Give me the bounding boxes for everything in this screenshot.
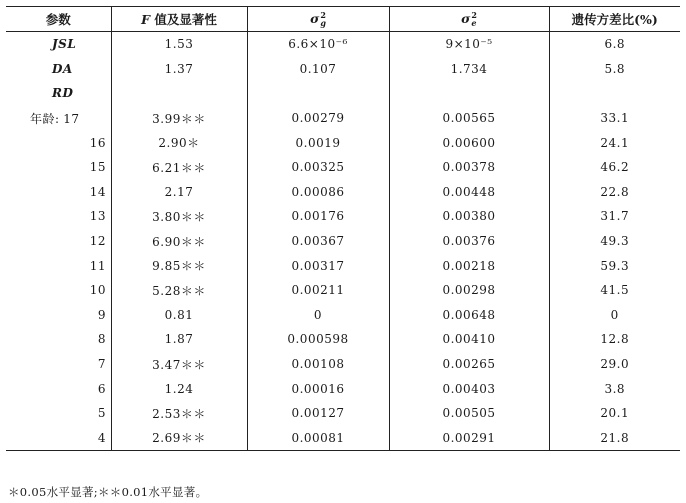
cell-param-age: 5: [97, 406, 106, 421]
cell-sigma-e: 0.00380: [389, 204, 549, 229]
table-row: [6, 204, 680, 229]
cell-f-value: 2.53＊＊: [111, 401, 247, 426]
cell-sigma-g: 0.000598: [247, 327, 389, 352]
cell-param-age: 7: [97, 357, 106, 372]
cell-variance-ratio: 21.8: [549, 426, 680, 451]
cell-f-value: 1.24: [111, 376, 247, 401]
cell-sigma-e: 0.00448: [389, 180, 549, 205]
header-sigma-e-sub: e: [471, 18, 477, 29]
cell-variance-ratio: [549, 81, 680, 106]
cell-param: [6, 278, 111, 303]
cell-f-value: 0.81: [111, 303, 247, 328]
cell-sigma-g: 0.107: [247, 57, 389, 82]
cell-param-age: 4: [97, 430, 106, 445]
table-row: [6, 352, 680, 377]
header-f-symbol: F: [141, 12, 150, 27]
cell-sigma-e: [389, 81, 549, 106]
table-row: [6, 278, 680, 303]
variance-table: [6, 6, 680, 451]
cell-variance-ratio: 20.1: [600, 406, 630, 421]
cell-param-age: 17: [63, 111, 80, 126]
cell-sigma-g: 0.00211: [247, 278, 389, 303]
cell-variance-ratio: 24.1: [600, 135, 630, 150]
cell-param-age: 6: [97, 381, 106, 396]
header-variance-ratio: 遗传方差比(%): [549, 7, 680, 32]
table-row: [6, 155, 680, 180]
cell-variance-ratio: 49.3: [600, 234, 630, 249]
cell-param-age: 16: [89, 135, 106, 150]
cell-param: RD: [6, 81, 111, 106]
header-sigma-e: [389, 7, 549, 32]
header-sigma-g-sub: g: [320, 18, 326, 29]
cell-param: [6, 229, 111, 254]
cell-f-value: 3.99＊＊: [111, 106, 247, 131]
cell-sigma-g: 0.00176: [247, 204, 389, 229]
cell-param-age: 14: [89, 184, 106, 199]
cell-f-value: 9.85＊＊: [111, 253, 247, 278]
cell-sigma-g: 0.00279: [247, 106, 389, 131]
table-header-row: [6, 7, 680, 32]
cell-variance-ratio: 22.8: [600, 184, 630, 199]
table-row: [6, 303, 680, 328]
cell-param-prefix: 年龄:: [30, 111, 60, 126]
table-row: [6, 376, 680, 401]
cell-sigma-e: 0.00565: [389, 106, 549, 131]
cell-param: [6, 401, 111, 426]
header-sigma-g-symbol: σ: [310, 10, 320, 26]
cell-sigma-e: 0.00265: [389, 352, 549, 377]
header-f-label: 值及显著性: [150, 12, 217, 27]
cell-param-age: 11: [89, 258, 106, 273]
cell-f-value: 2.69＊＊: [111, 426, 247, 451]
cell-sigma-e: 9×10⁻⁵: [389, 32, 549, 57]
cell-sigma-e: 0.00600: [389, 130, 549, 155]
cell-sigma-e: 0.00378: [389, 155, 549, 180]
cell-param: [6, 352, 111, 377]
cell-sigma-g: 0.00081: [247, 426, 389, 451]
table-row: [6, 180, 680, 205]
table-row: [6, 32, 680, 57]
table-row: [6, 253, 680, 278]
cell-param: [6, 327, 111, 352]
cell-variance-ratio: 59.3: [600, 258, 630, 273]
cell-sigma-g: 0.00016: [247, 376, 389, 401]
cell-param: [6, 155, 111, 180]
cell-variance-ratio: 3.8: [604, 381, 626, 396]
table-row: [6, 106, 680, 131]
header-sigma-e-symbol: σ: [461, 10, 471, 26]
cell-sigma-e: 0.00403: [389, 376, 549, 401]
header-f-value: [111, 7, 247, 32]
cell-sigma-g: 0.00127: [247, 401, 389, 426]
cell-sigma-g: 0.00367: [247, 229, 389, 254]
cell-f-value: [111, 81, 247, 106]
cell-sigma-g: [247, 81, 389, 106]
cell-param: [6, 180, 111, 205]
header-sigma-g: [247, 7, 389, 32]
cell-param: [6, 426, 111, 451]
cell-f-value: 2.17: [111, 180, 247, 205]
cell-param: DA: [6, 57, 111, 82]
cell-variance-ratio: 6.8: [604, 37, 626, 52]
cell-sigma-e: 0.00298: [389, 278, 549, 303]
cell-variance-ratio: 33.1: [600, 111, 630, 126]
cell-param-age: 15: [89, 160, 106, 175]
cell-variance-ratio: 0: [610, 307, 619, 322]
cell-f-value: 1.53: [111, 32, 247, 57]
cell-sigma-g: 0.00086: [247, 180, 389, 205]
cell-f-value: 5.28＊＊: [111, 278, 247, 303]
header-param: 参数: [6, 7, 111, 32]
cell-f-value: 2.90＊: [111, 130, 247, 155]
footnote: ＊0.05水平显著;＊＊0.01水平显著。: [8, 485, 208, 499]
cell-variance-ratio: 41.5: [600, 283, 630, 298]
cell-sigma-g: 6.6×10⁻⁶: [247, 32, 389, 57]
cell-sigma-e: 0.00410: [389, 327, 549, 352]
table-row: [6, 81, 680, 106]
cell-param: [6, 130, 111, 155]
cell-sigma-g: 0: [247, 303, 389, 328]
header-sigma-g-sup: 2: [320, 10, 326, 21]
cell-variance-ratio: 46.2: [600, 160, 630, 175]
cell-f-value: 3.80＊＊: [111, 204, 247, 229]
cell-param: [6, 376, 111, 401]
cell-sigma-e: 0.00291: [389, 426, 549, 451]
cell-f-value: 1.87: [111, 327, 247, 352]
table-row: [6, 229, 680, 254]
cell-sigma-e: 1.734: [389, 57, 549, 82]
cell-variance-ratio: 31.7: [600, 209, 630, 224]
cell-param: [6, 204, 111, 229]
cell-sigma-e: 0.00648: [389, 303, 549, 328]
cell-variance-ratio: 12.8: [600, 332, 630, 347]
cell-sigma-e: 0.00376: [389, 229, 549, 254]
cell-variance-ratio: 5.8: [604, 61, 626, 76]
cell-f-value: 6.90＊＊: [111, 229, 247, 254]
cell-param: JSL: [6, 32, 111, 57]
table-row: [6, 130, 680, 155]
cell-param-age: 10: [89, 283, 106, 298]
cell-param-age: 13: [89, 209, 106, 224]
cell-f-value: 1.37: [111, 57, 247, 82]
cell-sigma-e: 0.00218: [389, 253, 549, 278]
cell-param: [6, 303, 111, 328]
cell-sigma-g: 0.0019: [247, 130, 389, 155]
cell-param: [6, 253, 111, 278]
cell-sigma-e: 0.00505: [389, 401, 549, 426]
table-row: [6, 57, 680, 82]
cell-param-age: 8: [97, 332, 106, 347]
cell-variance-ratio: 29.0: [600, 357, 630, 372]
cell-sigma-g: 0.00317: [247, 253, 389, 278]
cell-sigma-g: 0.00108: [247, 352, 389, 377]
cell-param: [6, 106, 111, 131]
cell-f-value: 3.47＊＊: [111, 352, 247, 377]
header-sigma-e-sup: 2: [471, 10, 477, 21]
cell-f-value: 6.21＊＊: [111, 155, 247, 180]
cell-param-age: 9: [97, 307, 106, 322]
table-row: [6, 401, 680, 426]
table-row: [6, 327, 680, 352]
cell-param-age: 12: [89, 234, 106, 249]
cell-sigma-g: 0.00325: [247, 155, 389, 180]
table-row: [6, 426, 680, 451]
